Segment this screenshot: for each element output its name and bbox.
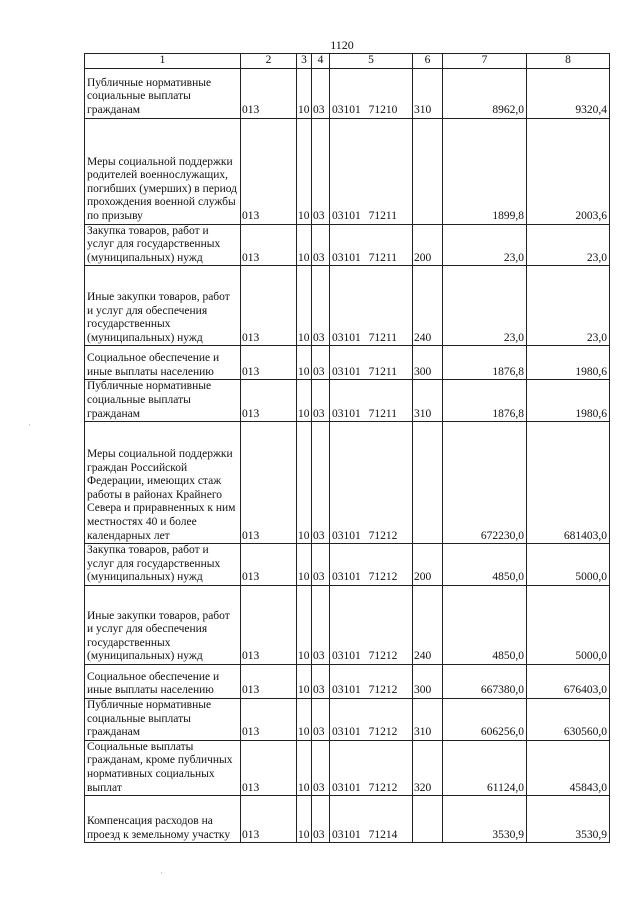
row-section-cell: 10 [297,740,312,795]
row-subsection-cell: 03 [312,740,330,795]
row-admin-code-cell: 013 [241,346,297,380]
row-section-cell: 10 [297,796,312,843]
row-name-cell: Социальные выплаты гражданам, кроме публичных нормативных социальных выплат [85,740,241,795]
row-admin-code-cell: 013 [241,796,297,843]
table-row [85,664,610,698]
row-name-cell: Компенсация расходов на проезд к земельному участку [85,796,241,843]
row-name-cell: Социальное обеспечение и иные выплаты населению [85,664,241,698]
row-name-cell: Публичные нормативные социальные выплаты гражданам [85,698,241,740]
table-row [85,796,610,843]
row-amount-year2-cell: 1980,6 [527,380,610,422]
row-section-cell: 10 [297,664,312,698]
row-section-cell: 10 [297,68,312,118]
row-target-article-cell: 03101 71210 [330,68,413,118]
table-row [85,68,610,118]
table-row [85,224,610,266]
scan-speck: · [160,868,163,878]
row-admin-code-cell: 013 [241,422,297,544]
header-col-7: 7 [443,54,527,69]
scan-speck: · [28,420,31,430]
table-row [85,544,610,586]
row-admin-code-cell: 013 [241,585,297,664]
row-expense-type-cell: 300 [413,346,443,380]
row-amount-year2-cell: 1980,6 [527,346,610,380]
row-subsection-cell: 03 [312,380,330,422]
row-amount-year2-cell: 23,0 [527,224,610,266]
row-amount-year2-cell: 45843,0 [527,740,610,795]
row-section-cell: 10 [297,118,312,224]
row-section-cell: 10 [297,224,312,266]
row-amount-year2-cell: 9320,4 [527,68,610,118]
row-subsection-cell: 03 [312,544,330,586]
header-col-2: 2 [241,54,297,69]
row-subsection-cell: 03 [312,585,330,664]
row-amount-year1-cell: 672230,0 [443,422,527,544]
row-amount-year1-cell: 1876,8 [443,380,527,422]
row-expense-type-cell: 310 [413,68,443,118]
row-subsection-cell: 03 [312,796,330,843]
row-subsection-cell: 03 [312,698,330,740]
header-col-1: 1 [85,54,241,69]
row-target-article-cell: 03101 71212 [330,698,413,740]
table-row [85,118,610,224]
row-name-cell: Меры социальной поддержки граждан Российской Федерации, имеющих стаж работы в районах Крайнего Севера и приравненных к ним местностях 40 и более календарных лет [85,422,241,544]
row-target-article-cell: 03101 71211 [330,118,413,224]
row-admin-code-cell: 013 [241,544,297,586]
row-section-cell: 10 [297,380,312,422]
row-amount-year2-cell: 5000,0 [527,544,610,586]
row-amount-year2-cell: 5000,0 [527,585,610,664]
row-name-cell: Иные закупки товаров, работ и услуг для обеспечения государственных (муниципальных) нужд [85,266,241,346]
row-amount-year1-cell: 1876,8 [443,346,527,380]
row-amount-year1-cell: 3530,9 [443,796,527,843]
row-subsection-cell: 03 [312,346,330,380]
row-expense-type-cell: 200 [413,224,443,266]
row-target-article-cell: 03101 71211 [330,224,413,266]
row-target-article-cell: 03101 71212 [330,544,413,586]
row-subsection-cell: 03 [312,664,330,698]
row-target-article-cell: 03101 71212 [330,664,413,698]
row-amount-year1-cell: 1899,8 [443,118,527,224]
row-amount-year2-cell: 2003,6 [527,118,610,224]
table-row [85,698,610,740]
row-subsection-cell: 03 [312,118,330,224]
row-target-article-cell: 03101 71211 [330,266,413,346]
budget-table [84,53,610,843]
table-row [85,346,610,380]
row-amount-year1-cell: 8962,0 [443,68,527,118]
row-amount-year2-cell: 676403,0 [527,664,610,698]
row-expense-type-cell: 310 [413,380,443,422]
table-row [85,740,610,795]
row-name-cell: Социальное обеспечение и иные выплаты населению [85,346,241,380]
row-section-cell: 10 [297,544,312,586]
row-expense-type-cell [413,796,443,843]
row-name-cell: Публичные нормативные социальные выплаты гражданам [85,68,241,118]
row-expense-type-cell [413,118,443,224]
row-section-cell: 10 [297,266,312,346]
row-section-cell: 10 [297,346,312,380]
row-expense-type-cell: 310 [413,698,443,740]
row-amount-year1-cell: 667380,0 [443,664,527,698]
header-col-6: 6 [413,54,443,69]
row-amount-year2-cell: 630560,0 [527,698,610,740]
row-target-article-cell: 03101 71214 [330,796,413,843]
row-amount-year2-cell: 23,0 [527,266,610,346]
row-name-cell: Публичные нормативные социальные выплаты гражданам [85,380,241,422]
row-admin-code-cell: 013 [241,266,297,346]
row-expense-type-cell [413,422,443,544]
row-expense-type-cell: 320 [413,740,443,795]
row-subsection-cell: 03 [312,68,330,118]
row-expense-type-cell: 300 [413,664,443,698]
row-admin-code-cell: 013 [241,698,297,740]
row-admin-code-cell: 013 [241,740,297,795]
row-name-cell: Закупка товаров, работ и услуг для государственных (муниципальных) нужд [85,544,241,586]
row-admin-code-cell: 013 [241,68,297,118]
row-section-cell: 10 [297,585,312,664]
row-section-cell: 10 [297,698,312,740]
header-col-4: 4 [312,54,330,69]
row-admin-code-cell: 013 [241,380,297,422]
header-col-3: 3 [297,54,312,69]
row-name-cell: Закупка товаров, работ и услуг для государственных (муниципальных) нужд [85,224,241,266]
row-subsection-cell: 03 [312,224,330,266]
row-admin-code-cell: 013 [241,664,297,698]
page-number: 1120 [330,38,354,52]
row-target-article-cell: 03101 71211 [330,346,413,380]
row-expense-type-cell: 200 [413,544,443,586]
row-admin-code-cell: 013 [241,224,297,266]
header-col-8: 8 [527,54,610,69]
row-amount-year2-cell: 681403,0 [527,422,610,544]
table-header-row [85,54,610,69]
row-amount-year1-cell: 23,0 [443,224,527,266]
row-admin-code-cell: 013 [241,118,297,224]
row-amount-year1-cell: 23,0 [443,266,527,346]
table-row [85,380,610,422]
row-amount-year1-cell: 4850,0 [443,585,527,664]
row-expense-type-cell: 240 [413,585,443,664]
row-section-cell: 10 [297,422,312,544]
row-amount-year1-cell: 606256,0 [443,698,527,740]
table-row [85,585,610,664]
table-row [85,422,610,544]
row-name-cell: Меры социальной поддержки родителей военнослужащих, погибших (умерших) в период прохождения военной службы по призыву [85,118,241,224]
header-col-5: 5 [330,54,413,69]
row-target-article-cell: 03101 71212 [330,422,413,544]
row-target-article-cell: 03101 71212 [330,585,413,664]
row-amount-year1-cell: 4850,0 [443,544,527,586]
row-subsection-cell: 03 [312,422,330,544]
row-amount-year2-cell: 3530,9 [527,796,610,843]
row-amount-year1-cell: 61124,0 [443,740,527,795]
row-subsection-cell: 03 [312,266,330,346]
table-row [85,266,610,346]
row-name-cell: Иные закупки товаров, работ и услуг для обеспечения государственных (муниципальных) нужд [85,585,241,664]
row-target-article-cell: 03101 71212 [330,740,413,795]
row-expense-type-cell: 240 [413,266,443,346]
row-target-article-cell: 03101 71211 [330,380,413,422]
